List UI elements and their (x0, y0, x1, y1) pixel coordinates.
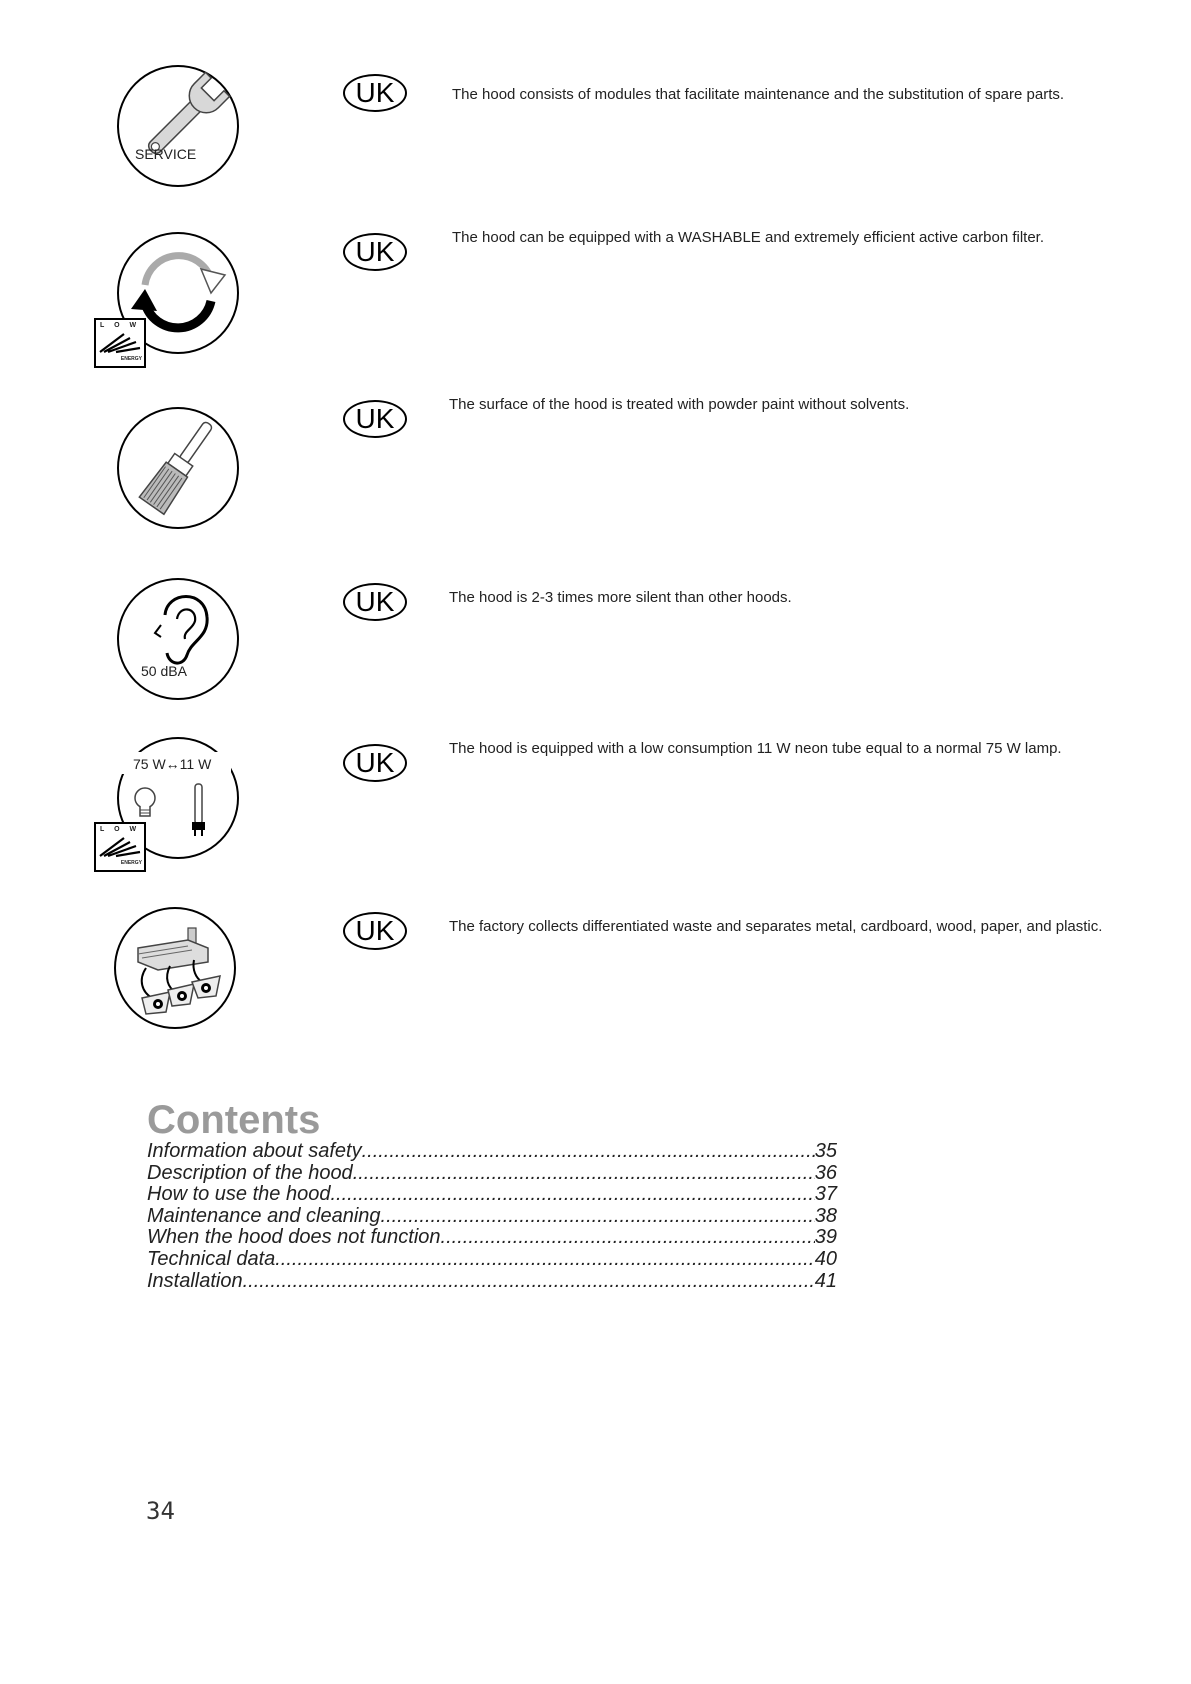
table-of-contents (147, 1141, 837, 1292)
toc-item[interactable] (147, 1163, 837, 1185)
ear-icon (115, 575, 241, 703)
waste-recycling-icon (112, 904, 238, 1032)
low-energy-badge: L O W ENERGY (94, 822, 146, 872)
uk-badge: UK (343, 74, 407, 112)
uk-badge: UK (343, 233, 407, 271)
toc-item-page: 38 (814, 1204, 837, 1227)
feature-row-waste (0, 900, 1191, 1050)
feature-description: The factory collects differentiated waste and separates metal, cardboard, wood, paper, and plastic. (449, 918, 1103, 935)
uk-badge: UK (343, 400, 407, 438)
uk-badge: UK (343, 912, 407, 950)
feature-row-powder-paint (0, 396, 1191, 550)
toc-item-label: Information about safety (147, 1140, 362, 1162)
uk-badge: UK (343, 583, 407, 621)
contents-title: Contents (147, 1098, 321, 1142)
toc-item-label: Installation (147, 1269, 243, 1292)
decibel-icon-label: 50 dBA (141, 663, 187, 679)
feature-row-service (0, 60, 1191, 210)
toc-item-label: When the hood does not function (147, 1226, 441, 1249)
toc-item-label: Maintenance and cleaning (147, 1204, 381, 1227)
feature-row-carbon-filter (0, 225, 1191, 375)
toc-item[interactable] (147, 1141, 837, 1163)
toc-item[interactable] (147, 1271, 837, 1293)
toc-item-page: 39 (814, 1226, 837, 1249)
feature-description: The surface of the hood is treated with powder paint without solvents. (449, 396, 910, 413)
toc-item-page: 41 (814, 1269, 837, 1292)
toc-item[interactable] (147, 1249, 837, 1271)
feature-description: The hood is equipped with a low consumption 11 W neon tube equal to a normal 75 W lamp. (449, 740, 1062, 757)
uk-badge: UK (343, 744, 407, 782)
low-energy-badge: L O W ENERGY (94, 318, 146, 368)
energy-waves-icon (96, 834, 144, 860)
wattage-icon-label: 75 W↔11 W (133, 756, 212, 772)
feature-description: The hood is 2-3 times more silent than other hoods. (449, 589, 792, 606)
toc-item-label: Technical data (147, 1247, 276, 1270)
feature-description: The hood can be equipped with a WASHABLE and extremely efficient active carbon filter. (452, 229, 1045, 246)
toc-item-label: How to use the hood (147, 1183, 331, 1206)
toc-item[interactable] (147, 1206, 837, 1228)
feature-row-lamp (0, 730, 1191, 880)
toc-item-page: 40 (814, 1247, 837, 1270)
toc-item-label: Description of the hood (147, 1161, 353, 1184)
paint-brush-icon (115, 404, 241, 532)
toc-item-page: 35 (814, 1140, 837, 1162)
page-number: 34 (146, 1497, 175, 1525)
toc-item[interactable] (147, 1227, 837, 1249)
wrench-icon (115, 62, 241, 190)
feature-row-silence (0, 575, 1191, 725)
toc-item[interactable] (147, 1184, 837, 1206)
service-icon-label: SERVICE (135, 146, 197, 162)
toc-item-page: 37 (814, 1183, 837, 1206)
toc-item-page: 36 (814, 1161, 837, 1184)
feature-description: The hood consists of modules that facilitate maintenance and the substitution of spare parts. (452, 86, 1065, 103)
energy-waves-icon (96, 330, 144, 356)
